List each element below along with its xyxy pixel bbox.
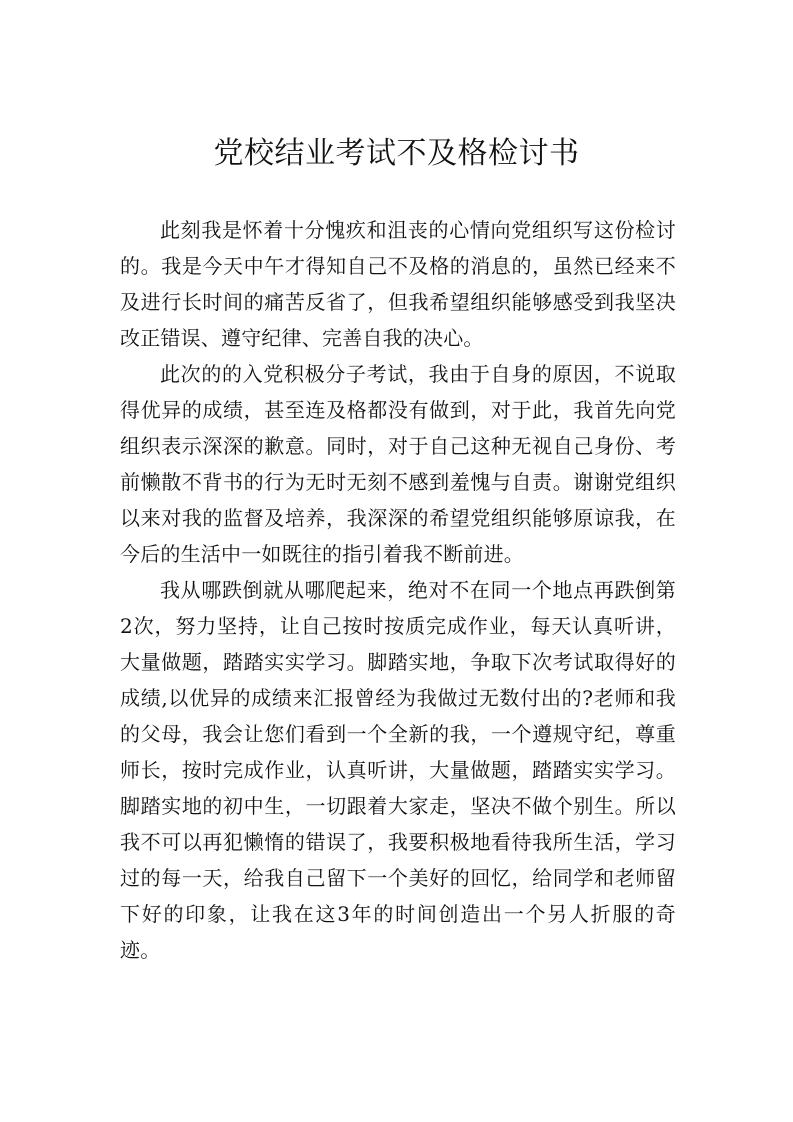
document-title: 党校结业考试不及格检讨书 xyxy=(213,136,580,171)
document-body xyxy=(120,212,676,968)
paragraph-1: 此刻我是怀着十分愧疚和沮丧的心情向党组织写这份检讨的。我是今天中午才得知自己不及格的消息的，虽然已经来不及进行长时间的痛苦反省了，但我希望组织能够感受到我坚决改正错误、遵守纪律、完善自我的决心。 xyxy=(120,218,676,350)
paragraph-3: 我从哪跌倒就从哪爬起来，绝对不在同一个地点再跌倒第2次，努力坚持，让自己按时按质完成作业，每天认真听讲，大量做题，踏踏实实学习。脚踏实地，争取下次考试取得好的成绩,以优异的成绩来汇报曾经为我做过无数付出的?老师和我的父母，我会让您们看到一个全新的我，一个遵规守纪，尊重师长，按时完成作业，认真听讲，大量做题，踏踏实实学习。脚踏实地的初中生，一切跟着大家走，坚决不做个别生。所以我不可以再犯懒惰的错误了，我要积极地看待我所生活，学习过的每一天，给我自己留下一个美好的回忆，给同学和老师留下好的印象，让我在这3年的时间创造出一个另人折服的奇迹。 xyxy=(120,578,676,962)
paragraph-2: 此次的的入党积极分子考试，我由于自身的原因，不说取得优异的成绩，甚至连及格都没有做到，对于此，我首先向党组织表示深深的歉意。同时，对于自己这种无视自己身份、考前懒散不背书的行为无时无刻不感到羞愧与自责。谢谢党组织以来对我的监督及培养，我深深的希望党组织能够原谅我，在今后的生活中一如既往的指引着我不断前进。 xyxy=(120,362,676,566)
